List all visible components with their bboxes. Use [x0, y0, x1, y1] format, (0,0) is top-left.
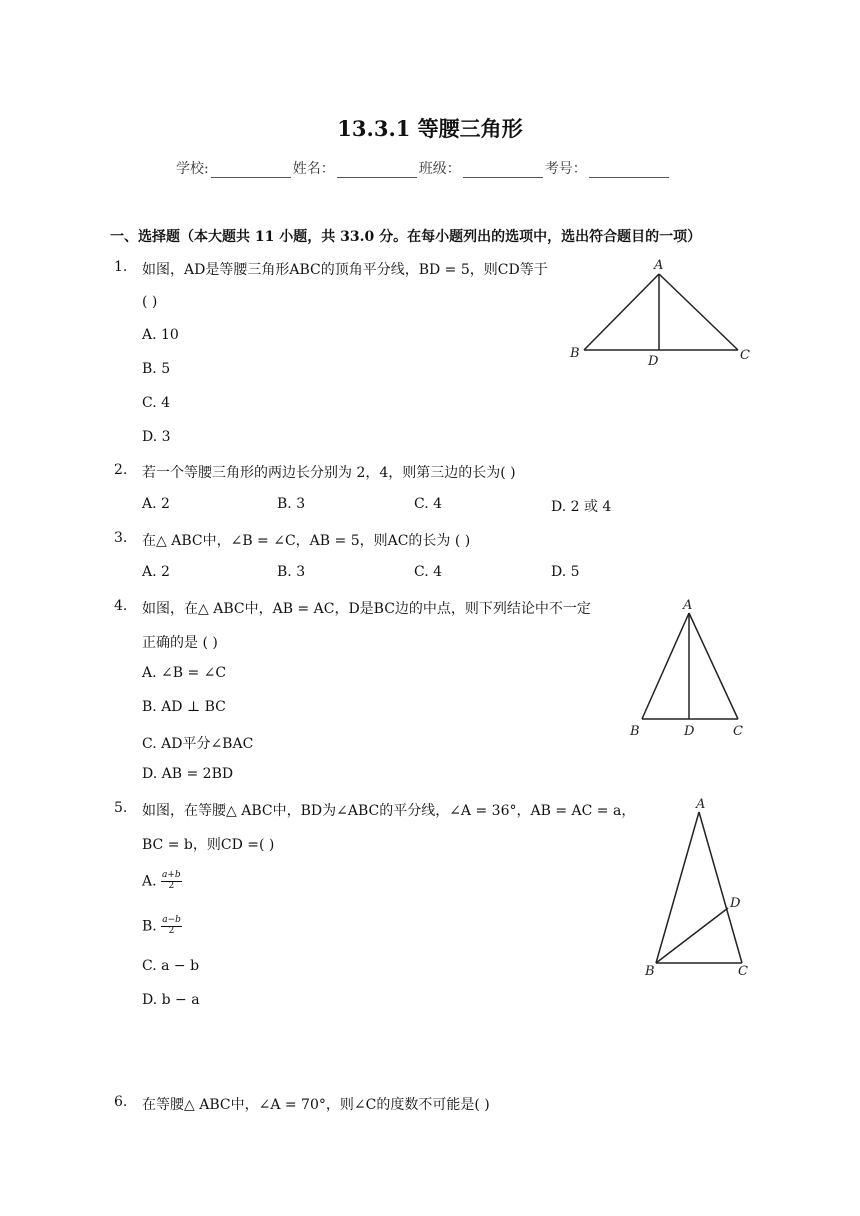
fraction-a-minus-b-over-2 — [161, 916, 182, 937]
class-blank — [463, 163, 543, 178]
name-blank — [337, 163, 417, 178]
page-title: 13.3.1 等腰三角形 — [337, 116, 523, 141]
question-number: 4. — [114, 598, 128, 614]
option-a[interactable]: A. 10 — [142, 327, 179, 343]
triangle-figure-1 — [566, 255, 756, 370]
exam-no-blank — [589, 163, 669, 178]
question-text-line2: ( ) — [142, 294, 158, 310]
fraction-numerator: a−b — [162, 915, 181, 925]
fraction-denominator: 2 — [168, 880, 175, 891]
fraction-a-plus-b-over-2 — [161, 871, 182, 892]
vertex-label-a: A — [654, 258, 664, 273]
triangle-figure-4 — [626, 595, 756, 740]
option-d[interactable]: D. b − a — [142, 992, 200, 1008]
option-d[interactable]: D. AB = 2BD — [142, 766, 234, 782]
question-number: 5. — [114, 800, 128, 816]
vertex-label-a: A — [683, 598, 693, 613]
vertex-label-c: C — [738, 964, 748, 979]
option-b[interactable]: B. 3 — [277, 496, 306, 512]
vertex-label-d: D — [730, 896, 741, 911]
option-a[interactable]: A. 2 — [142, 564, 170, 580]
vertex-label-b: B — [570, 346, 580, 361]
question-text-line2: 正确的是 ( ) — [142, 635, 218, 651]
option-letter: B. — [142, 918, 157, 935]
vertex-label-c: C — [733, 724, 743, 739]
vertex-label-a: A — [696, 797, 706, 812]
student-info-line — [176, 158, 671, 178]
option-b[interactable] — [142, 916, 182, 937]
option-a[interactable]: A. 2 — [142, 496, 170, 512]
question-number: 1. — [114, 259, 128, 275]
triangle-figure-5 — [640, 794, 760, 984]
question-text: 在等腰△ ABC中，∠A = 70°，则∠C的度数不可能是( ) — [142, 1097, 490, 1113]
name-label: 姓名： — [292, 161, 335, 177]
option-a[interactable]: A. ∠B = ∠C — [142, 665, 227, 681]
question-text-line2: BC = b，则CD =( ) — [142, 837, 275, 853]
question-number: 2. — [114, 462, 128, 478]
fraction-denominator: 2 — [168, 925, 175, 936]
vertex-label-b: B — [630, 724, 640, 739]
question-text: 如图，在△ ABC中，AB = AC，D是BC边的中点，则下列结论中不一定 — [142, 601, 591, 617]
question-number: 3. — [114, 530, 128, 546]
option-c[interactable]: C. 4 — [414, 564, 443, 580]
fraction-numerator: a+b — [162, 870, 181, 880]
question-text: 若一个等腰三角形的两边长分别为 2，4，则第三边的长为( ) — [142, 465, 516, 481]
option-c[interactable]: C. 4 — [414, 496, 443, 512]
option-a[interactable] — [142, 871, 182, 892]
option-d[interactable]: D. 3 — [142, 429, 171, 445]
class-label: 班级： — [418, 161, 461, 177]
exam-no-label: 考号： — [544, 161, 587, 177]
vertex-label-c: C — [740, 348, 750, 363]
option-b[interactable]: B. 5 — [142, 361, 171, 377]
vertex-label-d: D — [648, 354, 659, 369]
question-text: 如图，在等腰△ ABC中，BD为∠ABC的平分线，∠A = 36°，AB = AC = a， — [142, 803, 636, 819]
question-number: 6. — [114, 1094, 128, 1110]
section-heading: 一、选择题（本大题共 11 小题，共 33.0 分。在每小题列出的选项中，选出符合题目的一项） — [110, 229, 702, 245]
school-label: 学校: — [176, 161, 209, 177]
school-blank — [211, 163, 291, 178]
option-b[interactable]: B. AD ⊥ BC — [142, 699, 226, 715]
option-b[interactable]: B. 3 — [277, 564, 306, 580]
option-c[interactable]: C. 4 — [142, 395, 171, 411]
option-letter: A. — [142, 873, 157, 890]
question-text: 在△ ABC中，∠B = ∠C，AB = 5，则AC的长为 ( ) — [142, 533, 471, 549]
option-d[interactable]: D. 5 — [551, 564, 580, 580]
option-d[interactable]: D. 2 或 4 — [551, 499, 612, 515]
vertex-label-b: B — [645, 964, 655, 979]
vertex-label-d: D — [684, 724, 695, 739]
question-text: 如图，AD是等腰三角形ABC的顶角平分线，BD = 5，则CD等于 — [142, 262, 548, 278]
option-c[interactable]: C. a − b — [142, 958, 200, 974]
option-c[interactable]: C. AD平分∠BAC — [142, 736, 254, 752]
